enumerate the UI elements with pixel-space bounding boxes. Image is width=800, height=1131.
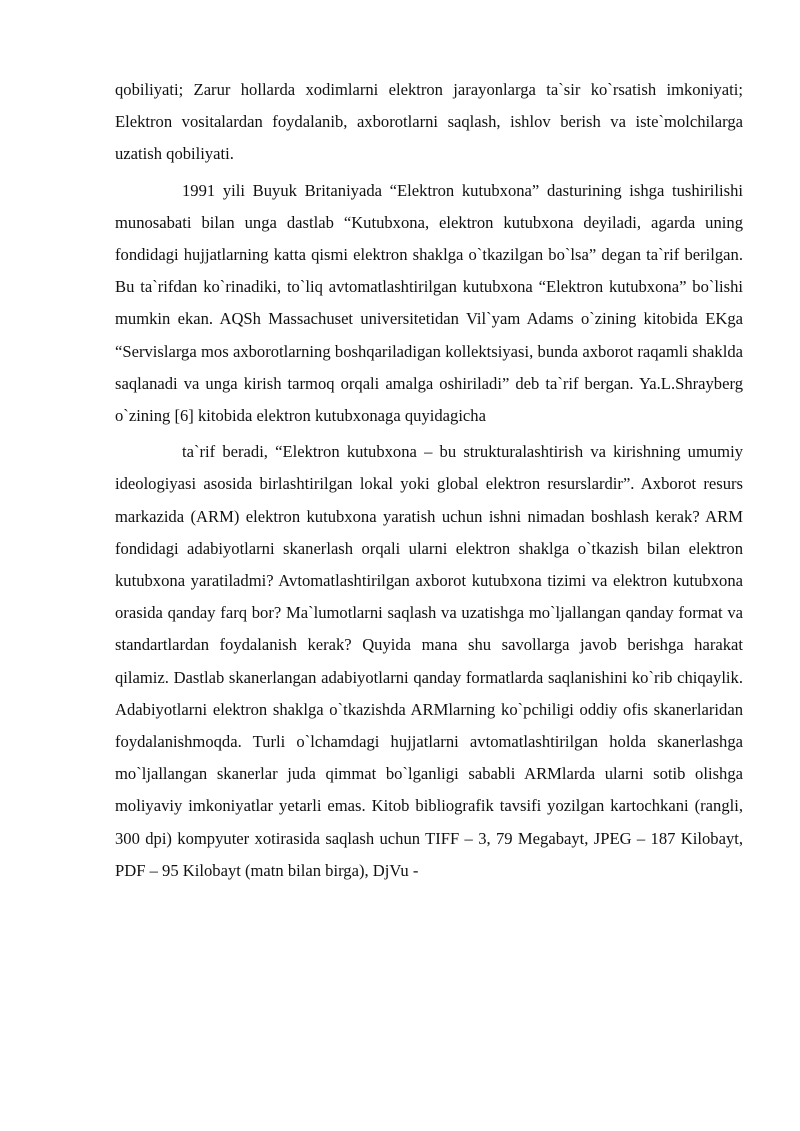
document-page [115,74,743,887]
paragraph-electronic-library-definition: ta`rif beradi, “Elektron kutubxona – bu strukturalashtirish va kirishning umumiy ideologiyasi asosida birlashtirilgan lokal yoki global elektron resurslardir”. Axborot resurs markazida (ARM) elektron kutubxona yaratish uchun ishni nimadan boshlash kerak? ARM fondidagi adabiyotlarni skanerlash orqali ularni elektron shaklga o`tkazish bilan elektron kutubxona yaratiladmi? Avtomatlashtirilgan axborot kutubxona tizimi va elektron kutubxona orasida qanday farq bor? Ma`lumotlarni saqlash va uzatishga mo`ljallangan qanday format va standartlardan foydalanish kerak? Quyida mana shu savollarga javob berishga harakat qilamiz. Dastlab skanerlangan adabiyotlarni qanday formatlarda saqlanishini ko`rib chiqaylik. Adabiyotlarni elektron shaklga o`tkazishda ARMlarning ko`pchiligi oddiy ofis skanerlaridan foydalanishmoqda. Turli o`lchamdagi hujjatlarni avtomatlashtirilgan holda skanerlashga mo`ljallangan skanerlar juda qimmat bo`lganligi sababli ARMlarda ularni sotib olishga moliyaviy imkoniyatlar yetarli emas. Kitob bibliografik tavsifi yozilgan kartochkani (rangli, 300 dpi) kompyuter xotirasida saqlash uchun TIFF – 3, 79 Megabayt, JPEG – 187 Kilobayt, PDF – 95 Kilobayt (matn bilan birga), DjVu - [115,442,743,880]
paragraph-continuation: qobiliyati; Zarur hollarda xodimlarni elektron jarayonlarga ta`sir ko`rsatish imkoniyati; Elektron vositalardan foydalanib, axborotlarni saqlash, ishlov berish va iste`molchilarga uzatish qobiliyati. [115,80,743,164]
paragraph-electronic-library-history: 1991 yili Buyuk Britaniyada “Elektron kutubxona” dasturining ishga tushirilishi munosabati bilan unga dastlab “Kutubxona, elektron kutubxona deyiladi, agarda uning fondidagi hujjatlarning katta qismi elektron shaklga o`tkazilgan bo`lsa” degan ta`rif berilgan. Bu ta`rifdan ko`rinadiki, to`liq avtomatlashtirilgan kutubxona “Elektron kutubxona” bo`lishi mumkin ekan. AQSh Massachuset universitetidan Vil`yam Adams o`zining kitobida EKga “Servislarga mos axborotlarning boshqariladigan kollektsiyasi, bunda axborot raqamli shaklda saqlanadi va unga kirish tarmoq orqali amalga oshiriladi” deb ta`rif bergan. Ya.L.Shrayberg o`zining [6] kitobida elektron kutubxonaga quyidagicha [115,180,743,426]
